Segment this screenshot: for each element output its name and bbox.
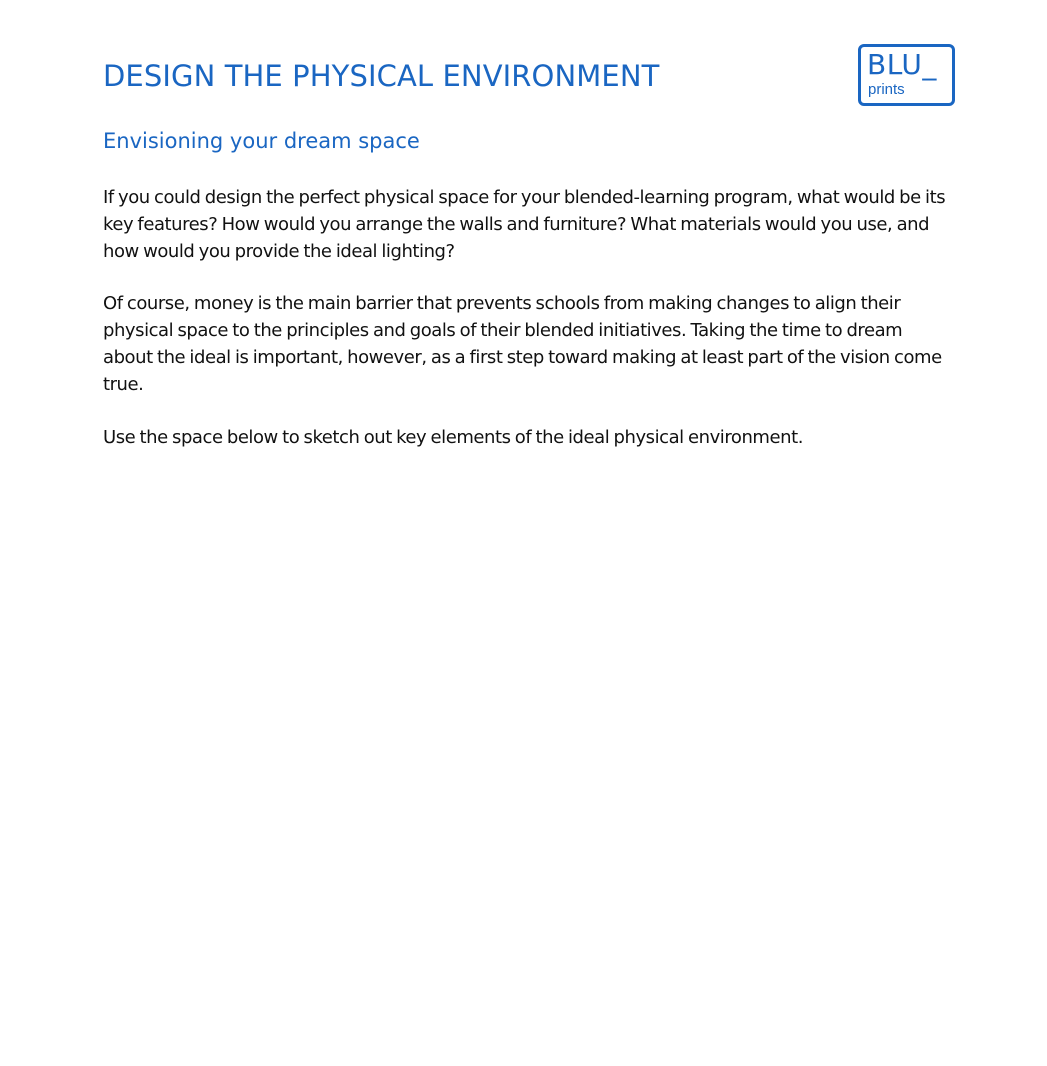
sketch-area[interactable] — [103, 470, 953, 1030]
intro-paragraph: If you could design the perfect physical space for your blended-learning program, what would be its key features? How would you arrange the walls and furniture? What materials would you use, and how would you provide the ideal lighting? — [103, 187, 946, 262]
blueprints-logo — [858, 44, 955, 106]
instruction-paragraph: Use the space below to sketch out key elements of the ideal physical environment. — [103, 427, 803, 448]
page-title: DESIGN THE PHYSICAL ENVIRONMENT — [103, 59, 660, 93]
logo-sub-text: prints — [868, 81, 905, 98]
section-subtitle: Envisioning your dream space — [103, 129, 420, 153]
logo-main-text: BLU_ — [867, 48, 937, 81]
budget-paragraph: Of course, money is the main barrier that prevents schools from making changes to align their physical space to the principles and goals of their blended initiatives. Taking the time to dream about the ideal is important, however, as a first step toward making at least part of the vision come true. — [103, 293, 942, 395]
